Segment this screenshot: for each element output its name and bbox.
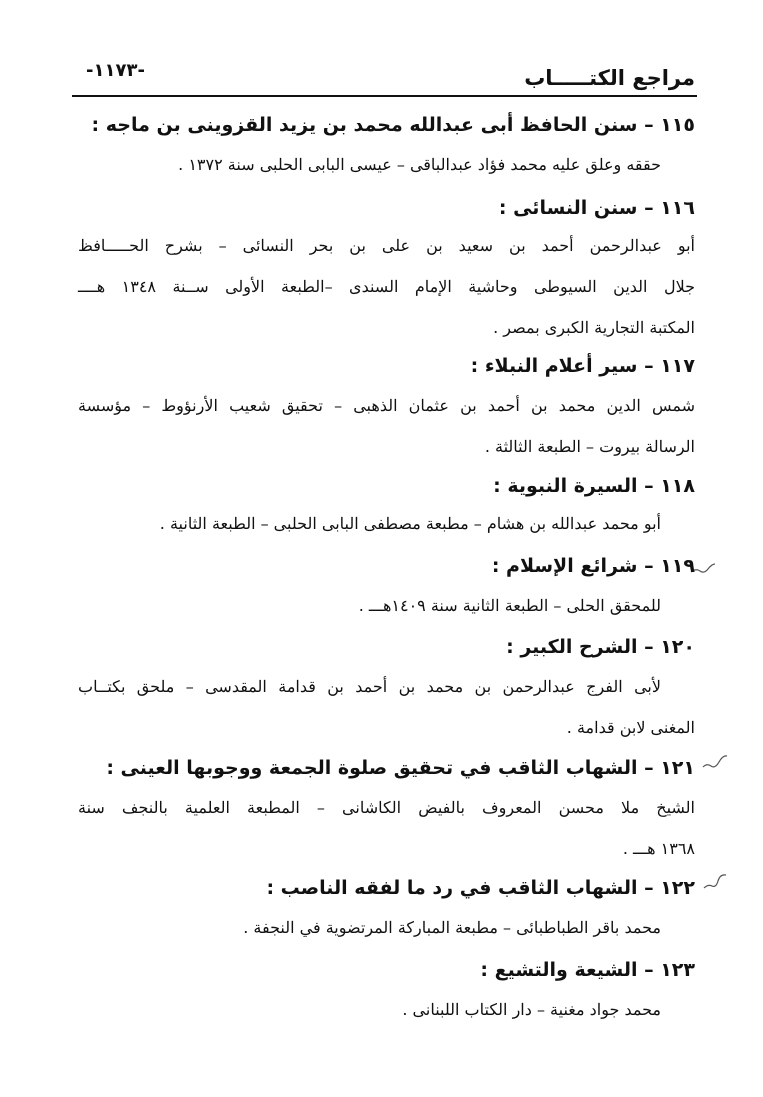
entry-122-line-1: محمد باقر الطباطبائى – مطبعة المباركة المرتضوية في النجفة . <box>243 918 661 937</box>
entry-heading-117: ١١٧ – سير أعلام النبلاء : <box>470 355 695 377</box>
entry-116-line-3: المكتبة التجارية الكبرى بمصر . <box>493 318 695 337</box>
handwritten-margin-mark <box>702 752 728 772</box>
entry-120-line-2: المغنى لابن قدامة . <box>566 718 695 737</box>
entry-116-line-2: جلال الدين السيوطى وحاشية الإمام السندى –الطبعة الأولى ســنة ١٣٤٨ هــــ <box>78 277 696 296</box>
entry-120-line-1: لأبى الفرج عبدالرحمن بن محمد بن أحمد بن قدامة المقدسى – ملحق بكتــاب <box>78 677 661 696</box>
entry-heading-120: ١٢٠ – الشرح الكبير : <box>506 636 695 658</box>
entry-heading-123: ١٢٣ – الشيعة والتشيع : <box>480 959 695 981</box>
handwritten-margin-mark <box>702 872 728 892</box>
entry-heading-121: ١٢١ – الشهاب الثاقب في تحقيق صلوة الجمعة ووجوبها العينى : <box>106 757 695 779</box>
entry-heading-118: ١١٨ – السيرة النبوية : <box>493 475 695 497</box>
entry-117-line-2: الرسالة بيروت – الطبعة الثالثة . <box>484 437 695 456</box>
entry-heading-115: ١١٥ – سنن الحافظ أبى عبدالله محمد بن يزيد القزوينى بن ماجه : <box>91 114 695 136</box>
entry-117-line-1: شمس الدين محمد بن أحمد بن عثمان الذهبى – تحقيق شعيب الأرنؤوط – مؤسسة <box>78 396 696 415</box>
entry-118-line-1: أبو محمد عبدالله بن هشام – مطبعة مصطفى البابى الحلبى – الطبعة الثانية . <box>159 514 661 533</box>
entry-heading-119: ١١٩ – شرائع الإسلام : <box>491 555 695 577</box>
entry-115-line-1: حققه وعلق عليه محمد فؤاد عبدالباقى – عيسى البابى الحلبى سنة ١٣٧٢ . <box>178 155 661 174</box>
page-title: مراجع الكتـــــاب <box>524 66 695 90</box>
entry-121-line-2: ١٣٦٨ هـــ . <box>622 839 695 858</box>
entry-121-line-1: الشيخ ملا محسن المعروف بالفيض الكاشانى – المطبعة العلمية بالنجف سنة <box>78 798 695 817</box>
entry-116-line-1: أبو عبدالرحمن أحمد بن سعيد بن على بن بحر النسائى – بشرح الحـــــافظ <box>78 236 695 255</box>
entry-123-line-1: محمد جواد مغنية – دار الكتاب اللبنانى . <box>402 1000 661 1019</box>
page-number: -١١٧٣- <box>86 60 145 81</box>
entry-heading-122: ١٢٢ – الشهاب الثاقب في رد ما لفقه الناصب : <box>266 877 695 899</box>
header-rule <box>72 95 697 97</box>
entry-119-line-1: للمحقق الحلى – الطبعة الثانية سنة ١٤٠٩هـــ . <box>358 596 661 615</box>
entry-heading-116: ١١٦ – سنن النسائى : <box>498 197 695 219</box>
